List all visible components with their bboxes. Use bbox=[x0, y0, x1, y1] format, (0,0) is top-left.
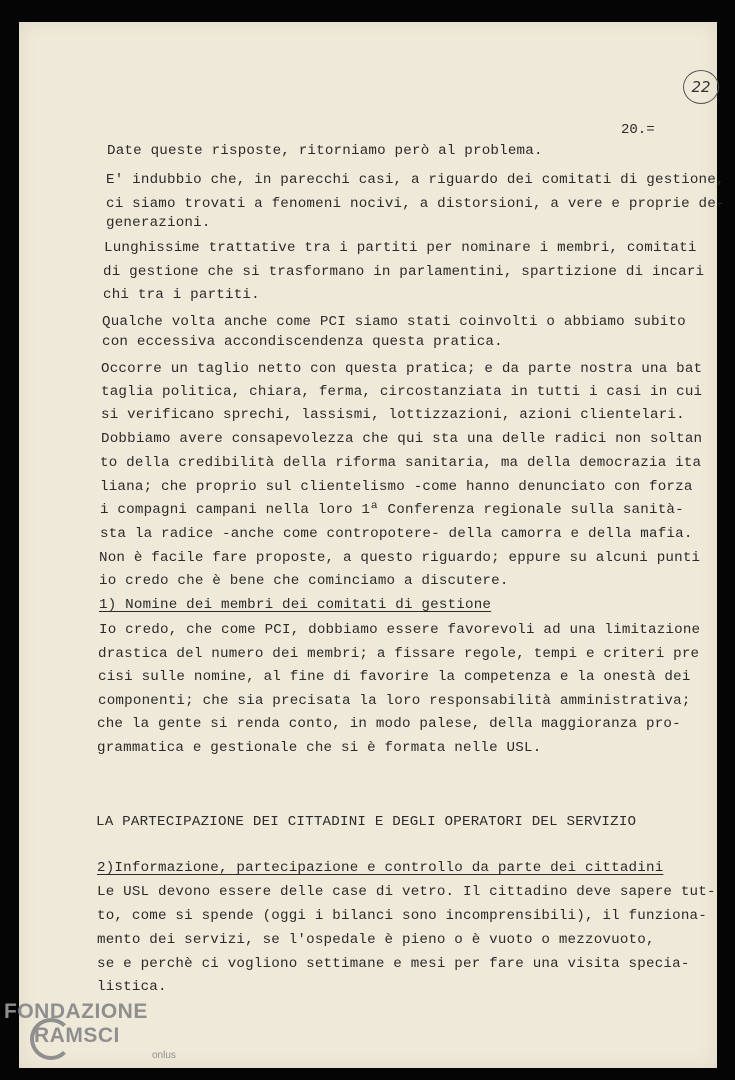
text-line: Le USL devono essere delle case di vetro. Il cittadino deve sapere tut- bbox=[97, 884, 716, 900]
text-line: Non è facile fare proposte, a questo riguardo; eppure su alcuni punti bbox=[99, 550, 701, 566]
logo-text-bottom: RAMSCI bbox=[34, 1024, 120, 1047]
text-line: liana; che proprio sul clientelismo -come hanno denunciato con forza bbox=[100, 479, 693, 495]
text-line: drastica del numero dei membri; a fissare regole, tempi e criteri pre bbox=[98, 646, 700, 662]
text-line: E' indubbio che, in parecchi casi, a riguardo dei comitati di gestione, bbox=[106, 172, 725, 188]
text-line: Date queste risposte, ritorniamo però al problema. bbox=[107, 143, 543, 159]
text-line: i compagni campani nella loro 1ª Conferenza regionale sulla sanità- bbox=[100, 502, 684, 518]
text-line: se e perchè ci vogliono settimane e mesi per fare una visita specia- bbox=[97, 956, 690, 972]
text-line: io credo che è bene che cominciamo a discutere. bbox=[99, 573, 509, 589]
fondazione-gramsci-logo bbox=[4, 1000, 176, 1061]
text-line: Occorre un taglio netto con questa pratica; e da parte nostra una bat bbox=[101, 361, 703, 377]
text-line: si verificano sprechi, lassismi, lottizzazioni, azioni clientelari. bbox=[101, 407, 685, 423]
text-line: chi tra i partiti. bbox=[103, 287, 260, 303]
text-line: grammatica e gestionale che si è formata nelle USL. bbox=[97, 740, 542, 756]
page-number: 20.= bbox=[621, 122, 655, 138]
text-line: con eccessiva accondiscendenza questa pratica. bbox=[102, 334, 503, 350]
text-line: mento dei servizi, se l'ospedale è pieno o è vuoto o mezzovuoto, bbox=[97, 932, 655, 948]
text-line: generazioni. bbox=[106, 215, 211, 231]
text-line: Qualche volta anche come PCI siamo stati coinvolti o abbiamo subito bbox=[102, 314, 686, 330]
logo-suffix: onlus bbox=[152, 1050, 176, 1061]
text-line: listica. bbox=[97, 979, 167, 995]
text-line: sta la radice -anche come contropotere- della camorra e della mafia. bbox=[100, 526, 693, 542]
text-line: Io credo, che come PCI, dobbiamo essere favorevoli ad una limitazione bbox=[99, 622, 701, 638]
page-stamp: 22 bbox=[683, 70, 719, 104]
text-line: cisi sulle nomine, al fine di favorire la competenza e la onestà dei bbox=[98, 669, 691, 685]
text-line: ci siamo trovati a fenomeni nocivi, a distorsioni, a vere e proprie de- bbox=[106, 196, 725, 212]
text-line: che la gente si renda conto, in modo palese, della maggioranza pro- bbox=[97, 716, 681, 732]
text-line: to, come si spende (oggi i bilanci sono incomprensibili), il funziona- bbox=[97, 908, 707, 924]
section-heading-nomine: 1) Nomine dei membri dei comitati di gestione bbox=[99, 597, 492, 613]
text-line: Dobbiamo avere consapevolezza che qui sta una delle radici non soltan bbox=[101, 431, 703, 447]
logo-text-top: FONDAZIONE bbox=[4, 1000, 148, 1023]
text-line: componenti; che sia precisata la loro responsabilità amministrativa; bbox=[98, 693, 691, 709]
section-title: LA PARTECIPAZIONE DEI CITTADINI E DEGLI OPERATORI DEL SERVIZIO bbox=[96, 814, 637, 830]
text-line: Lunghissime trattative tra i partiti per nominare i membri, comitati bbox=[104, 240, 697, 256]
text-line: to della credibilità della riforma sanitaria, ma della democrazia ita bbox=[100, 455, 702, 471]
text-line: taglia politica, chiara, ferma, circostanziata in tutti i casi in cui bbox=[101, 384, 703, 400]
text-line: di gestione che si trasformano in parlamentini, spartizione di incari bbox=[103, 264, 705, 280]
section-heading-informazione: 2)Informazione, partecipazione e controllo da parte dei cittadini bbox=[97, 860, 664, 876]
